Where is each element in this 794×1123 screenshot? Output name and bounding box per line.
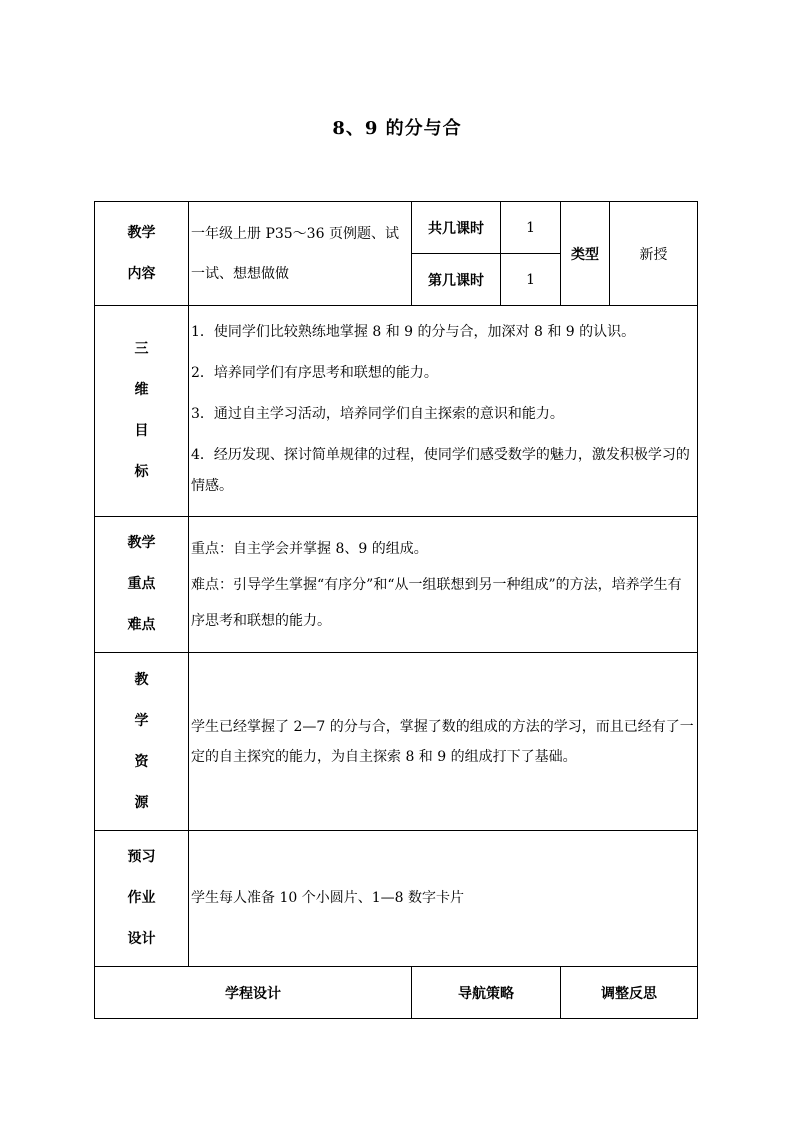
key-point-item: 难点：引导学生掌握“有序分”和“从一组联想到另一种组成”的方法，培养学生有序思考和联想的能力。 [191,576,682,629]
footer-guidance-strategy: 导航策略 [412,967,561,1019]
lesson-number-value: 1 [501,254,561,306]
resources-content: 学生已经掌握了 2—7 的分与合，掌握了数的组成的方法的学习，而且已经有了一定的自主探究的能力，为自主探索 8 和 9 的组成打下了基础。 [189,653,698,831]
footer-row [95,967,698,1019]
teaching-content-text: 一年级上册 P35～36 页例题、试 一试、想想做做 [189,202,412,306]
page-title: 8、9 的分与合 [332,118,462,139]
goals-label: 三 维 目 标 [95,306,189,517]
homework-row [95,831,698,967]
homework-content: 学生每人准备 10 个小圆片、1—8 数字卡片 [189,831,698,967]
resources-label: 教 学 资 源 [95,653,189,831]
teaching-content-label: 教学 内容 [95,202,189,306]
total-lessons-value: 1 [501,202,561,254]
footer-adjust-reflection: 调整反思 [561,967,698,1019]
lesson-plan-table [94,201,698,1019]
goal-item: 1．使同学们比较熟练地掌握 8 和 9 的分与合，加深对 8 和 9 的认识。 [191,324,636,340]
goal-item: 3．通过自主学习活动，培养同学们自主探索的意识和能力。 [191,406,564,422]
key-point-item: 重点：自主学会并掌握 8、9 的组成。 [191,540,428,557]
lesson-number-label: 第几课时 [412,254,501,306]
resources-row [95,653,698,831]
total-lessons-label: 共几课时 [412,202,501,254]
goals-content [189,306,698,517]
type-label: 类型 [561,202,610,306]
key-points-row [95,517,698,653]
goal-item: 2．培养同学们有序思考和联想的能力。 [191,365,438,381]
goals-row [95,306,698,517]
homework-label: 预习 作业 设计 [95,831,189,967]
goal-item: 4．经历发现、探讨简单规律的过程，使同学们感受数学的魅力，激发积极学习的情感。 [191,447,690,494]
header-row-1 [95,202,698,254]
footer-learning-design: 学程设计 [95,967,412,1019]
key-points-label: 教学 重点 难点 [95,517,189,653]
type-value: 新授 [610,202,698,306]
key-points-content [189,517,698,653]
